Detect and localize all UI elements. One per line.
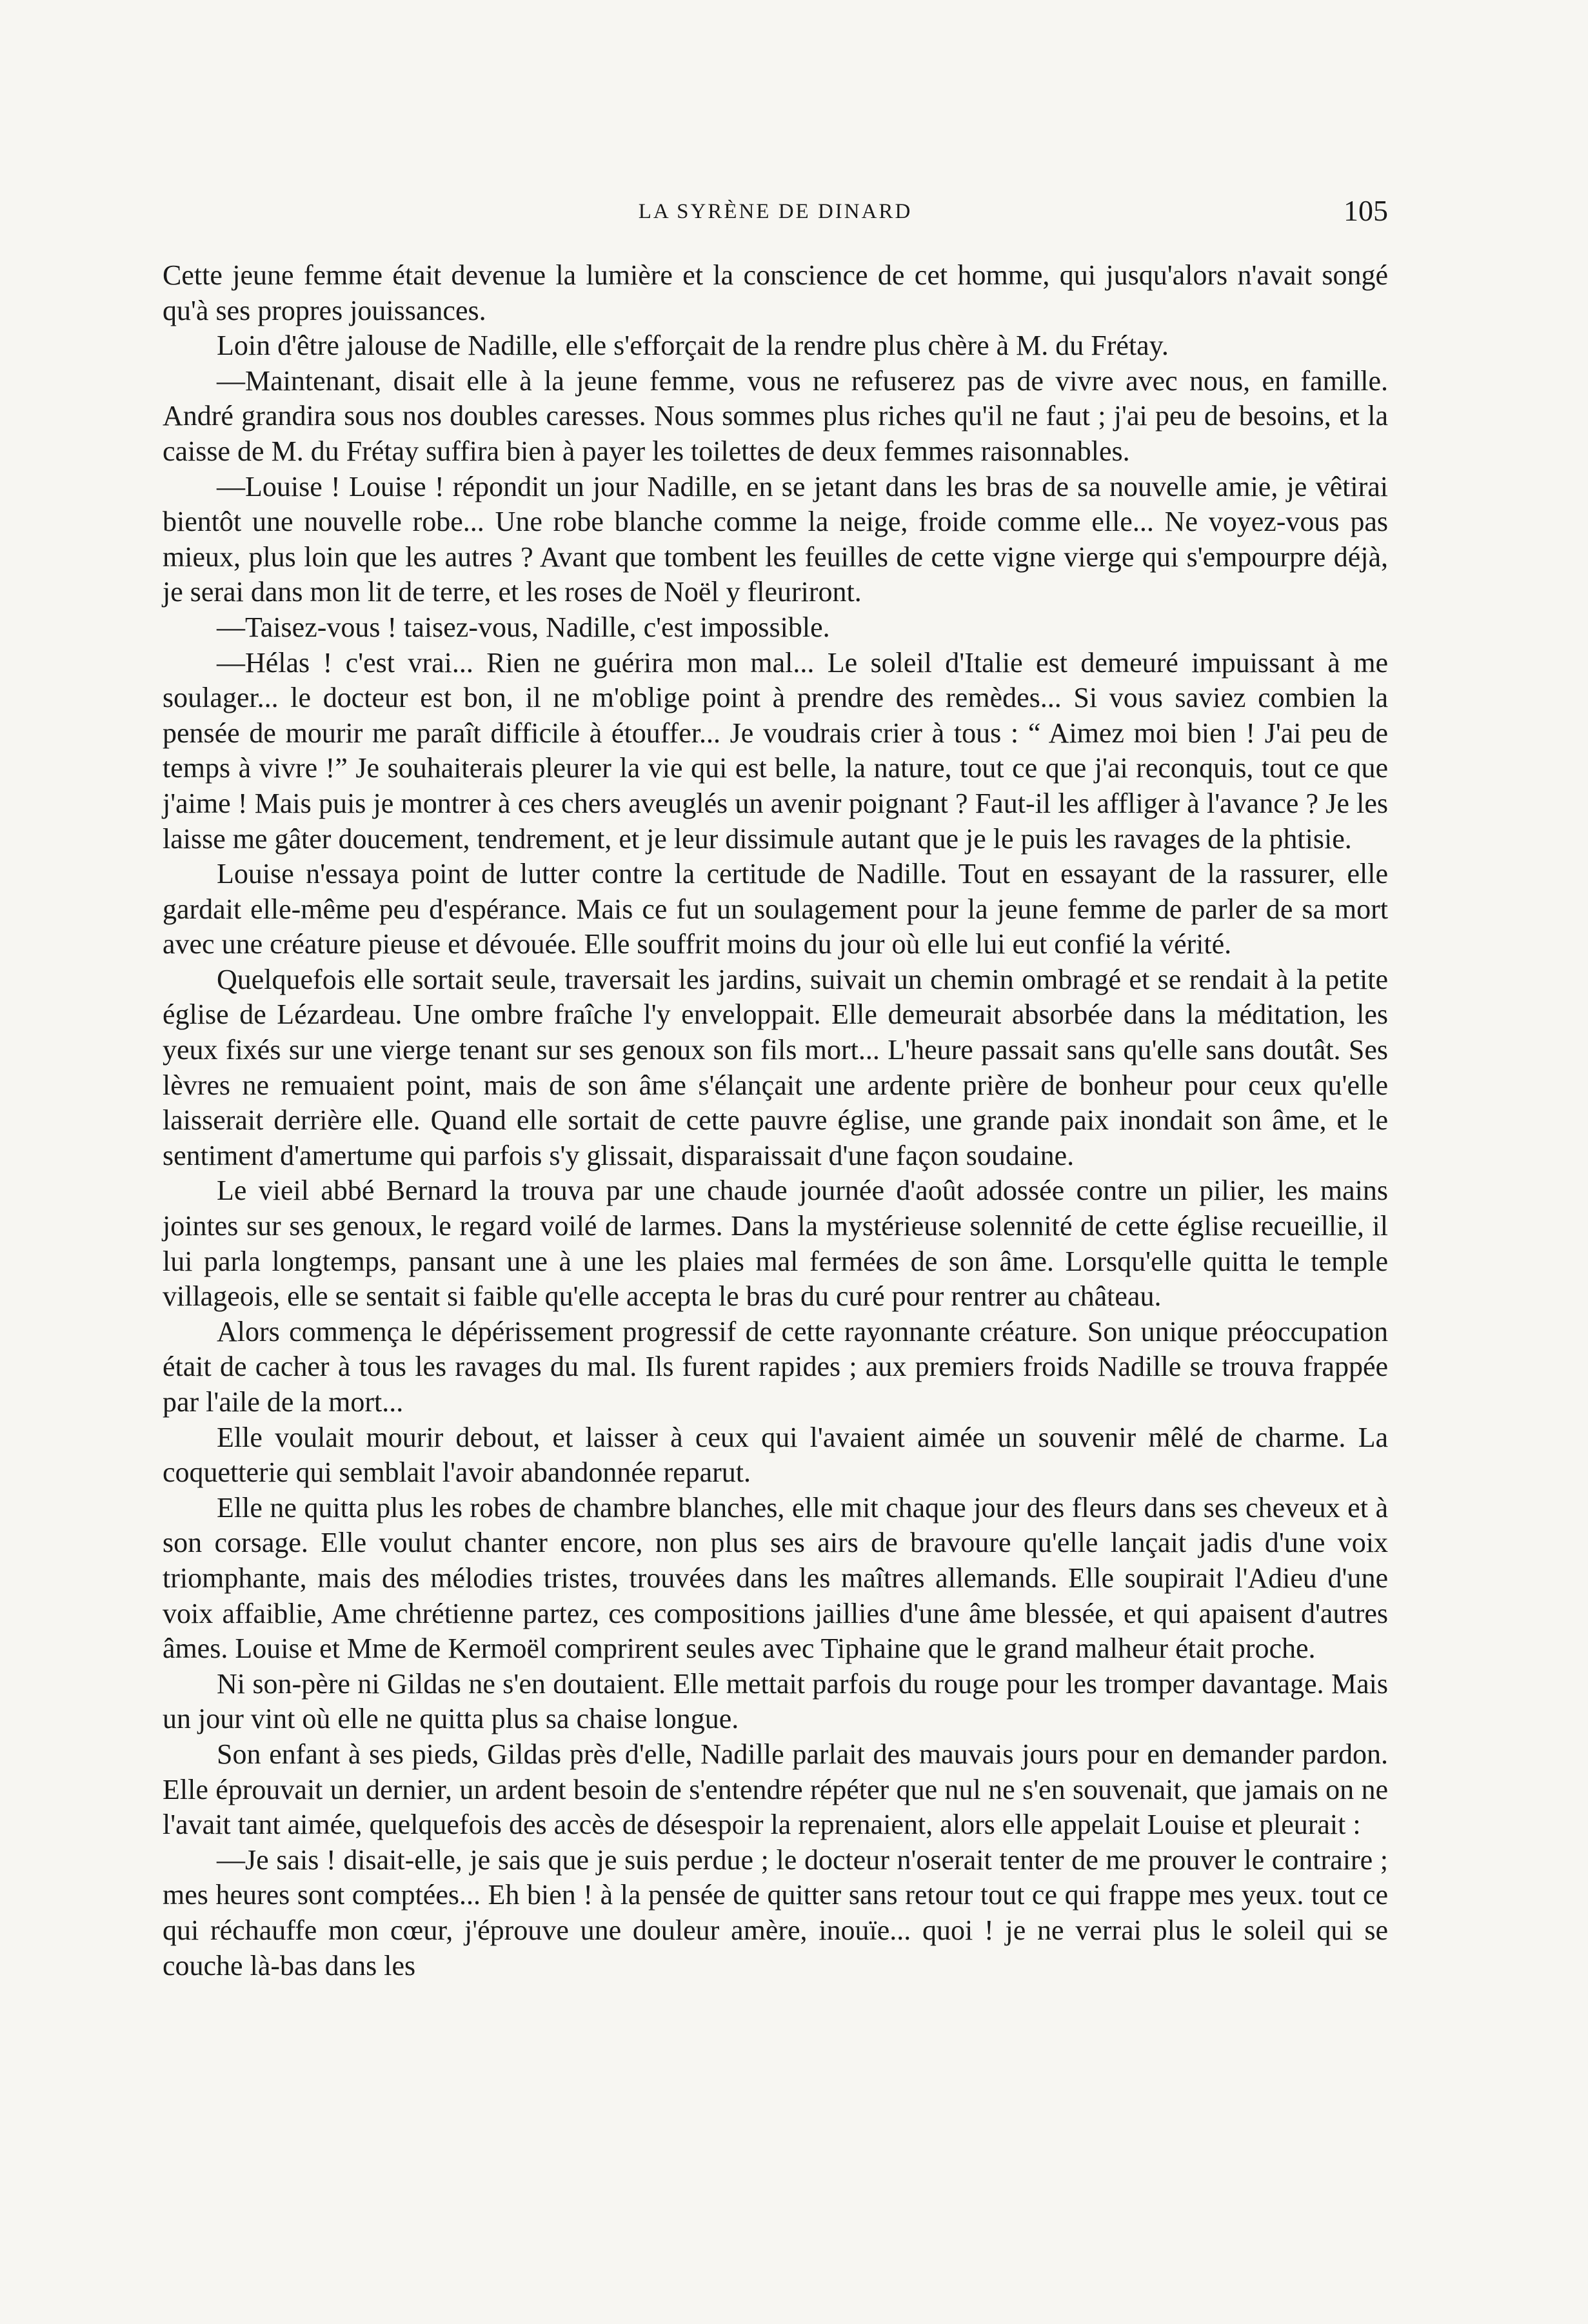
paragraph: —Je sais ! disait-elle, je sais que je suis perdue ; le docteur n'oserait tenter de me prouver le contraire ; mes heures sont comptées... Eh bien ! à la pensée de quitter sans retour tout ce qui frappe mes yeux. tout ce qui réchauffe mon cœur, j'éprouve une douleur amère, inouïe... quoi ! je ne verrai plus le soleil qui se couche là-bas dans les: [163, 1843, 1388, 1981]
paragraph: Le vieil abbé Bernard la trouva par une chaude journée d'août adossée contre un pilier, les mains jointes sur ses genoux, le regard voilé de larmes. Dans la mystérieuse solennité de cette église recueillie, il lui parla longtemps, pansant une à une les plaies mal fermées de son âme. Lorsqu'elle quitta le temple villageois, elle se sentait si faible qu'elle accepta le bras du curé pour rentrer au château.: [163, 1175, 1388, 1313]
paragraph: Quelquefois elle sortait seule, traversait les jardins, suivait un chemin ombragé et se rendait à la petite église de Lézardeau. Une ombre fraîche l'y enveloppait. Elle demeurait absorbée dans la méditation, les yeux fixés sur une vierge tenant sur ses genoux son fils mort... L'heure passait sans qu'elle sans doutât. Ses lèvres ne remuaient point, mais de son âme s'élançait une ardente prière de bonheur pour ceux qu'elle laisserait derrière elle. Quand elle sortait de cette pauvre église, une grande paix inondait son âme, et le sentiment d'amertume qui parfois s'y glissait, disparaissait d'une façon soudaine.: [163, 963, 1388, 1171]
paragraph: Elle ne quitta plus les robes de chambre blanches, elle mit chaque jour des fleurs dans ses cheveux et à son corsage. Elle voulut chanter encore, non plus ses airs de bravoure qu'elle lançait jadis d'une voix triomphante, mais des mélodies tristes, trouvées dans les maîtres allemands. Elle soupirait l'Adieu d'une voix affaiblie, Ame chrétienne partez, ces compositions jaillies d'une âme blessée, et qui apaisent d'autres âmes. Louise et Mme de Kermoël comprirent seules avec Tiphaine que le grand malheur était proche.: [163, 1491, 1388, 1665]
paragraph: Ni son-père ni Gildas ne s'en doutaient. Elle mettait parfois du rouge pour les tromper davantage. Mais un jour vint où elle ne quitta plus sa chaise longue.: [163, 1667, 1388, 1735]
page-number: 105: [1344, 194, 1388, 227]
paragraph: Cette jeune femme était devenue la lumière et la conscience de cet homme, qui jusqu'alors n'avait songé qu'à ses propres jouissances.: [163, 259, 1388, 326]
paragraph: —Maintenant, disait elle à la jeune femme, vous ne refuserez pas de vivre avec nous, en famille. André grandira sous nos doubles caresses. Nous sommes plus riches qu'il ne faut ; j'ai peu de besoins, et la caisse de M. du Frétay suffira bien à payer les toilettes de deux femmes raisonnables.: [163, 364, 1388, 467]
running-title: LA SYRÈNE DE DINARD: [638, 200, 913, 223]
paragraph: Louise n'essaya point de lutter contre la certitude de Nadille. Tout en essayant de la rassurer, elle gardait elle-même peu d'espérance. Mais ce fut un soulagement pour la jeune femme de parler de sa mort avec une créature pieuse et dévouée. Elle souffrit moins du jour où elle lui eut confié la vérité.: [163, 858, 1388, 960]
body-text: [163, 258, 1388, 1983]
running-header: [163, 194, 1388, 232]
paragraph: Son enfant à ses pieds, Gildas près d'elle, Nadille parlait des mauvais jours pour en demander pardon. Elle éprouvait un dernier, un ardent besoin de s'entendre répéter que nul ne s'en souvenait, que jamais on ne l'avait tant aimée, quelquefois des accès de désespoir la reprenaient, alors elle appelait Louise et pleurait :: [163, 1738, 1388, 1841]
paragraph: —Taisez-vous ! taisez-vous, Nadille, c'est impossible.: [217, 611, 830, 643]
paragraph: Alors commença le dépérissement progressif de cette rayonnante créature. Son unique préoccupation était de cacher à tous les ravages du mal. Ils furent rapides ; aux premiers froids Nadille se trouva frappée par l'aile de la mort...: [163, 1315, 1388, 1418]
paragraph: Elle voulait mourir debout, et laisser à ceux qui l'avaient aimée un souvenir mêlé de charme. La coquetterie qui semblait l'avoir abandonnée reparut.: [163, 1421, 1388, 1489]
paragraph: —Louise ! Louise ! répondit un jour Nadille, en se jetant dans les bras de sa nouvelle amie, je vêtirai bientôt une nouvelle robe... Une robe blanche comme la neige, froide comme elle... Ne voyez-vous pas mieux, plus loin que les autres ? Avant que tombent les feuilles de cette vigne vierge qui s'empourpre déjà, je serai dans mon lit de terre, et les roses de Noël y fleuriront.: [163, 470, 1388, 608]
paragraph: Loin d'être jalouse de Nadille, elle s'efforçait de la rendre plus chère à M. du Frétay.: [217, 330, 1169, 362]
paragraph: —Hélas ! c'est vrai... Rien ne guérira mon mal... Le soleil d'Italie est demeuré impuissant à me soulager... le docteur est bon, il ne m'oblige point à prendre des remèdes... Si vous saviez combien la pensée de mourir me paraît difficile à étouffer... Je voudrais crier à tous : “ Aimez moi bien ! J'ai peu de temps à vivre !” Je souhaiterais pleurer la vie qui est belle, la nature, tout ce que j'ai reconquis, tout ce que j'aime ! Mais puis je montrer à ces chers aveuglés un avenir poignant ? Faut-il les affliger à l'avance ? Je les laisse me gâter doucement, tendrement, et je leur dissimule autant que je le puis les ravages de la phtisie.: [163, 646, 1388, 855]
